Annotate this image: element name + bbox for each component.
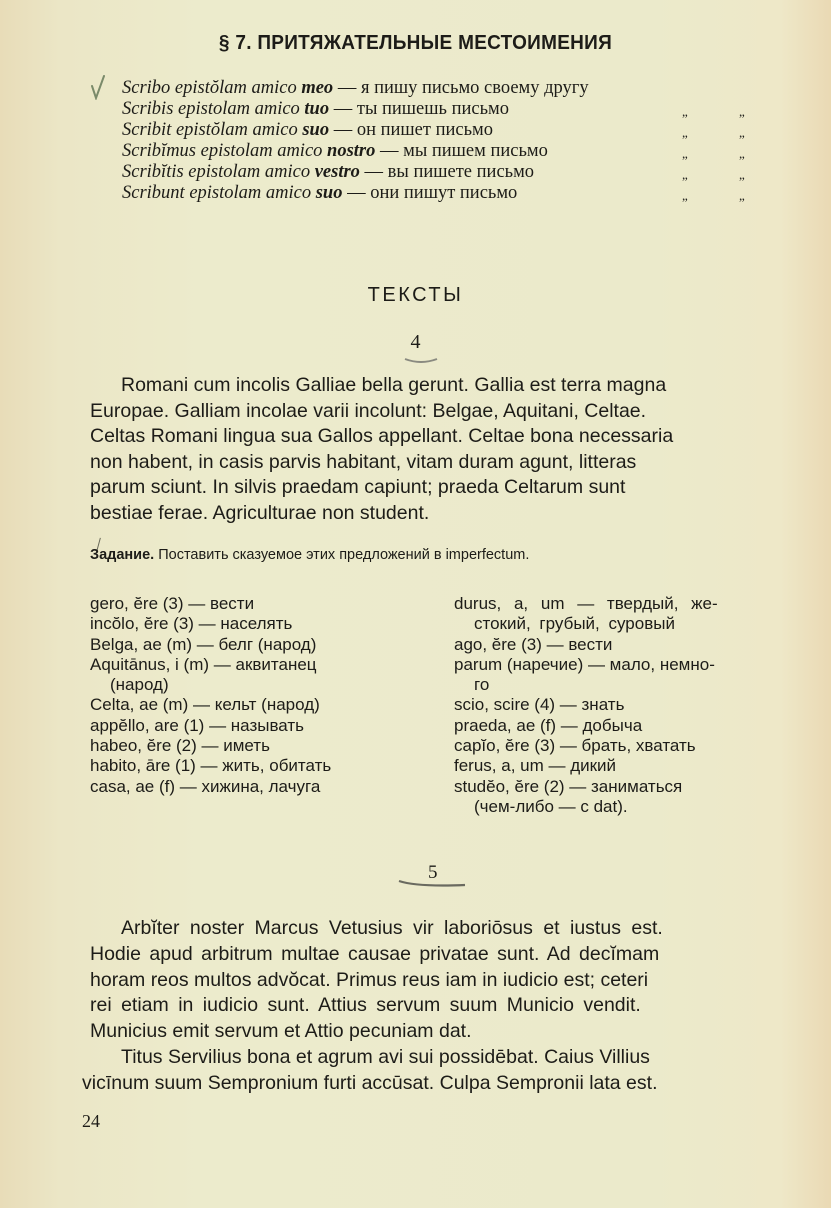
vocab-entry: habeo, ĕre (2) — иметь (90, 736, 270, 756)
vocab-entry: ago, ĕre (3) — вести (454, 634, 613, 654)
vocab-entry: Aquitānus, i (m) — аквитанец (90, 654, 317, 674)
vocab-entry: Belga, ae (m) — белг (народ) (90, 634, 317, 654)
vocab-entry: habito, āre (1) — жить, обитать (90, 756, 332, 776)
text-line: rei etiam in iudicio sunt. Attius servum suum Municio vendit. (90, 994, 641, 1016)
paradigm-row (122, 141, 745, 162)
ditto-mark: „ (739, 167, 745, 182)
text-5-paragraph-2-body (82, 1071, 658, 1097)
task-text: Поставить сказуемое этих предложений в imperfectum. (154, 547, 530, 563)
paradigm-row (122, 120, 745, 141)
paradigm-row (122, 183, 745, 204)
paradigm-row (122, 99, 745, 120)
ornament-divider-icon (404, 358, 438, 364)
page-number: 24 (82, 1111, 100, 1131)
russian-translation: — ты пишешь письмо (329, 99, 509, 119)
latin-phrase: Scribunt epistolam amico suo (122, 183, 343, 203)
vocab-entry: capĭo, ĕre (3) — брать, хватать (454, 736, 696, 756)
vocabulary-left (90, 594, 331, 797)
vocab-entry-continued: го (474, 675, 490, 695)
vocabulary-right (454, 594, 718, 817)
text-line: bestiae ferae. Agriculturae non student. (90, 501, 430, 524)
possessive-paradigm (122, 78, 745, 204)
vocab-entry-continued: (чем-либо — с dat). (474, 796, 628, 816)
vocab-entry: parum (наречие) — мало, немно- (454, 654, 715, 674)
task-label: Задание. (90, 547, 155, 563)
russian-translation: — вы пишете письмо (359, 162, 535, 182)
text-line: horam reos multos advŏcat. Primus reus iam in iudicio est; ceteri (90, 968, 649, 991)
texts-heading: ТЕКСТЫ (367, 284, 464, 306)
ditto-mark: „ (739, 188, 745, 203)
text-line: vicīnum suum Sempronium furti accūsat. Culpa Sempronii lata est. (82, 1072, 658, 1094)
latin-phrase: Scribit epistŏlam amico suo (122, 120, 330, 140)
russian-translation: — мы пишем письмо (375, 141, 548, 161)
text-5-paragraph-2: Titus Servilius bona et agrum avi sui possidēbat. Caius Villius (121, 1046, 650, 1068)
paradigm-row (122, 162, 745, 183)
text-line: Hodie apud arbitrum multae causae privatae sunt. Ad decĭmam (90, 943, 660, 965)
vocab-entry: scio, scire (4) — знать (454, 695, 625, 715)
ditto-mark: „ (739, 104, 745, 119)
text-line: Romani cum incolis Galliae bella gerunt. Gallia est terra magna (121, 374, 667, 396)
ditto-mark: „ (739, 125, 745, 140)
russian-translation: — я пишу письмо своему другу (333, 78, 589, 98)
text-line: Europae. Galliam incolae varii incolunt: Belgae, Aquitani, Celtae. (90, 399, 647, 422)
ditto-mark: „ (682, 188, 688, 203)
russian-translation: — он пишет письмо (329, 120, 494, 140)
ditto-mark: „ (682, 167, 688, 182)
vocab-entry-continued: стокий, грубый, суровый (474, 614, 675, 634)
paradigm-row (122, 78, 589, 99)
text-5-first-line: Arbĭter noster Marcus Vetusius vir laboriōsus et iustus est. (121, 917, 663, 939)
ditto-mark: „ (739, 146, 745, 161)
text-5-body (90, 942, 659, 1044)
text-line: parum sciunt. In silvis praedam capiunt; praeda Celtarum sunt (90, 476, 626, 498)
vocab-entry: praeda, ae (f) — добыча (454, 715, 643, 735)
section-title: § 7. ПРИТЯЖАТЕЛЬНЫЕ МЕСТОИМЕНИЯ (218, 32, 613, 54)
latin-phrase: Scribo epistŏlam amico meo (122, 78, 334, 98)
vocab-entry: incŏlo, ĕre (3) — населять (90, 614, 293, 634)
latin-phrase: Scribĭtis epistolam amico vestro (122, 162, 360, 182)
vocab-entry-continued: (народ) (110, 675, 169, 695)
ditto-mark: „ (682, 125, 688, 140)
vocab-entry: studĕo, ĕre (2) — заниматься (454, 776, 683, 796)
text-line: non habent, in casis parvis habitant, vitam duram agunt, litteras (90, 450, 637, 473)
task-instruction (90, 547, 529, 563)
text-line: Celtas Romani lingua sua Gallos appellant. Celtae bona necessaria (90, 425, 674, 447)
text-number: 4 (410, 331, 421, 353)
latin-phrase: Scribĭmus epistolam amico nostro (122, 141, 376, 161)
text-4-body (90, 373, 831, 526)
text-number: 5 (428, 862, 438, 883)
vocab-entry: appĕllo, are (1) — называть (90, 715, 305, 735)
vocab-entry: durus, a, um — твердый, же- (454, 594, 718, 613)
vocab-entry: casa, ae (f) — хижина, лачуга (90, 776, 321, 796)
vocab-entry: ferus, a, um — дикий (454, 756, 617, 776)
vocab-entry: Celta, ae (m) — кельт (народ) (90, 695, 320, 715)
latin-phrase: Scribis epistolam amico tuo (122, 99, 330, 119)
vocab-entry: gero, ĕre (3) — вести (90, 594, 255, 613)
russian-translation: — они пишут письмо (342, 183, 518, 203)
ditto-mark: „ (682, 104, 688, 119)
pencil-checkmark-icon (90, 72, 106, 100)
ditto-mark: „ (682, 146, 688, 161)
text-line: Municius emit servum et Attio pecuniam dat. (90, 1019, 472, 1042)
